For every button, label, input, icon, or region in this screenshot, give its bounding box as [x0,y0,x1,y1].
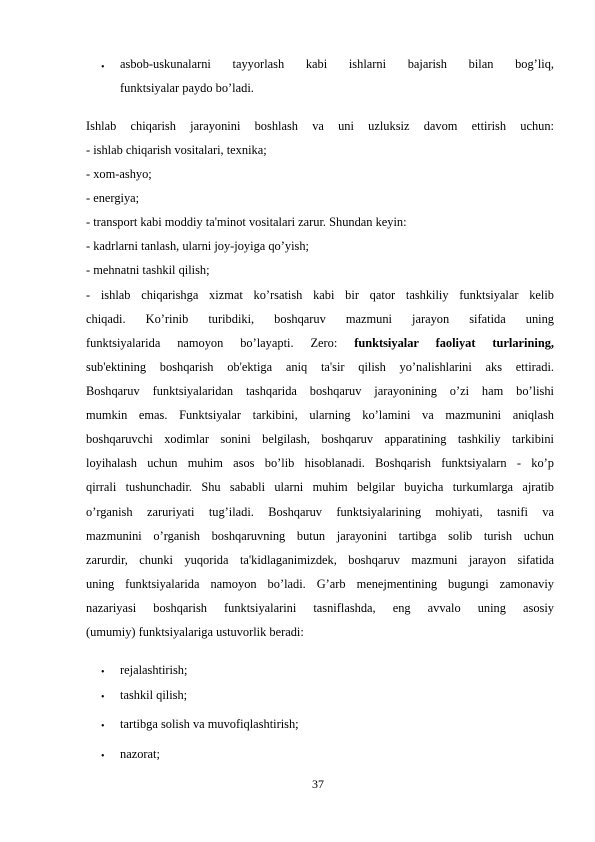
list-line: - xom-ashyo; [86,167,152,181]
paragraph-line: sub'ektining boshqarish ob'ektiga aniq ta'sir qilish yo’nalishlarini aks ettiradi. [86,360,554,374]
bold-phrase: funktsiyalar faoliyat turlarining, [354,336,554,350]
bullet-item: rejalashtirish; [120,663,188,677]
bullet-text-line: funktsiyalar paydo bo’ladi. [120,81,254,95]
bullet-item: nazorat; [120,747,160,761]
bullet-item: tartibga solish va muvofiqlashtirish; [120,717,299,731]
paragraph-text: funktsiyalarida namoyon bo’layapti. Zero: [86,336,338,350]
bullet-item: tashkil qilish; [120,688,188,702]
paragraph-line: mazmunini o’rganish boshqaruvning butun jarayonini tartibga solib turish uchun [86,529,554,543]
paragraph-line: uning funktsiyalarida namoyon bo’ladi. G’arb menejmentining bugungi zamonaviy [86,577,554,591]
list-line: - kadrlarni tanlash, ularni joy-joyiga qo’yish; [86,239,309,253]
list-line: - ishlab chiqarish vositalari, texnika; [86,143,267,157]
paragraph-line: loyihalash uchun muhim asos bo’lib hisoblanadi. Boshqarish funktsiyalarn - ko’p [86,456,554,470]
bullet-marker: • [101,667,105,678]
paragraph-line: o’rganish zaruriyati tug’iladi. Boshqaruv funktsiyalarining mohiyati, tasnifi va [86,505,554,519]
paragraph-line: Boshqaruv funktsiyalaridan tashqarida boshqaruv jarayonining o’zi ham bo’lishi [86,384,554,398]
bullet-marker: • [101,721,105,732]
list-line: - transport kabi moddiy ta'minot vositalari zarur. Shundan keyin: [86,215,407,229]
paragraph-line: chiqadi. Ko’rinib turibdiki, boshqaruv mazmuni jarayon sifatida uning [86,312,554,326]
paragraph-line: (umumiy) funktsiyalariga ustuvorlik beradi: [86,625,304,639]
list-line: - energiya; [86,191,140,205]
paragraph-line: nazariyasi boshqarish funktsiyalarini tasniflashda, eng avvalo uning asosiy [86,601,554,615]
paragraph-line-with-bold [86,336,554,351]
page-number: 37 [312,777,324,791]
bullet-marker: • [101,751,105,762]
paragraph-line: zarurdir, chunki yuqorida ta'kidlaganimizdek, boshqaruv mazmuni jarayon sifatida [86,553,554,567]
paragraph-line: - ishlab chiqarishga xizmat ko’rsatish kabi bir qator tashkiliy funktsiyalar kelib [86,288,554,302]
bullet-marker: • [101,62,105,73]
bullet-text-line: asbob-uskunalarni tayyorlash kabi ishlarni bajarish bilan bog’liq, [120,57,554,71]
paragraph-line: Ishlab chiqarish jarayonini boshlash va uni uzluksiz davom ettirish uchun: [86,119,554,133]
paragraph-line: mumkin emas. Funktsiyalar tarkibini, ularning ko’lamini va mazmunini aniqlash [86,408,554,422]
paragraph-line: qirrali tushunchadir. Shu sababli ularni muhim belgilar buyicha turkumlarga ajratib [86,480,554,494]
bullet-marker: • [101,692,105,703]
paragraph-line: boshqaruvchi xodimlar sonini belgilash, boshqaruv apparatining tashkiliy tarkibini [86,432,554,446]
list-line: - mehnatni tashkil qilish; [86,263,210,277]
